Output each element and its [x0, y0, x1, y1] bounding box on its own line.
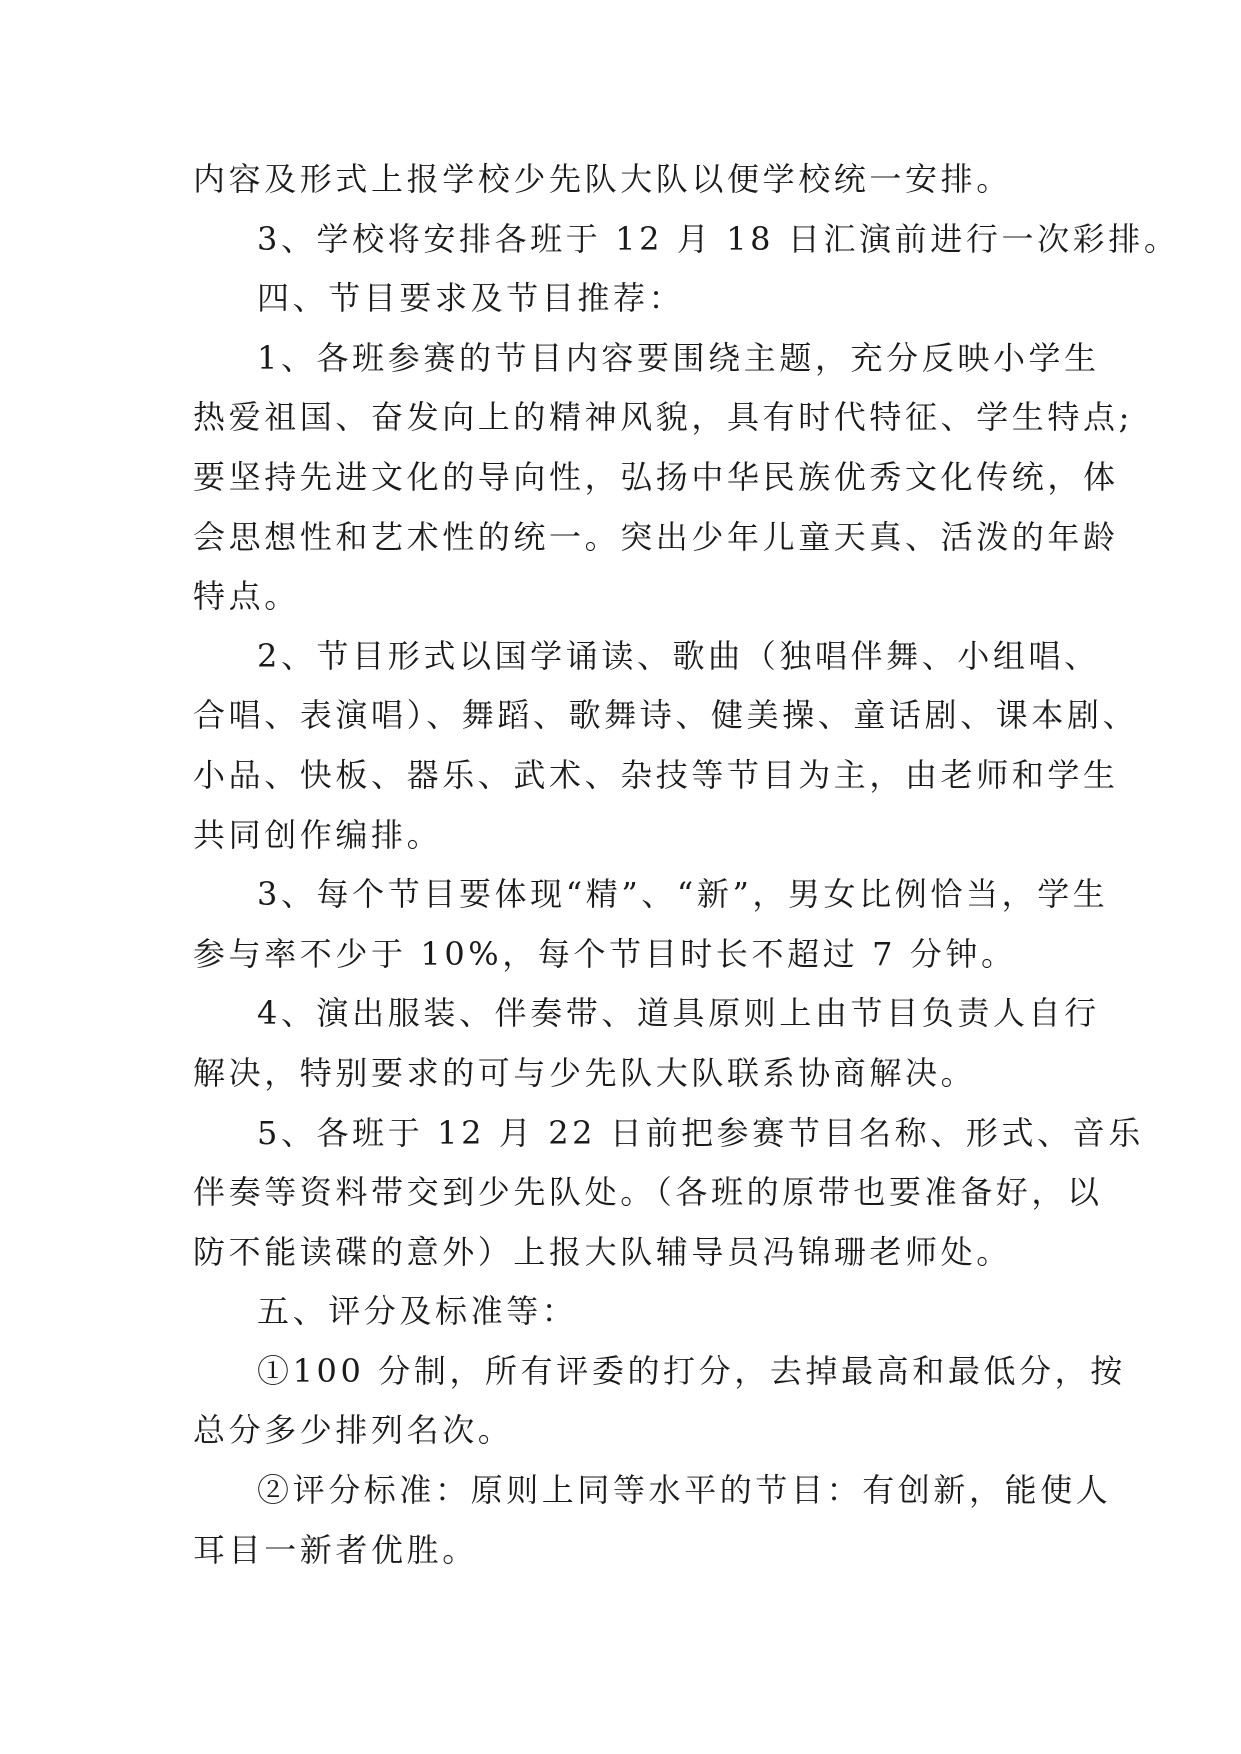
paragraph-line: 特点。: [193, 577, 300, 616]
paragraph-line: 小品、快板、器乐、武术、杂技等节目为主，由老师和学生: [193, 755, 1119, 794]
paragraph-line: 5、各班于 12 月 22 日前把参赛节目名称、形式、音乐: [257, 1113, 1144, 1152]
paragraph-line: 内容及形式上报学校少先队大队以便学校统一安排。: [193, 160, 1012, 198]
paragraph-line: 解决，特别要求的可与少先队大队联系协商解决。: [193, 1053, 977, 1092]
section-heading: 四、节目要求及节目推荐：: [257, 279, 685, 318]
paragraph-line: 会思想性和艺术性的统一。突出少年儿童天真、活泼的年龄: [193, 517, 1119, 556]
paragraph-line: ①100 分制，所有评委的打分，去掉最高和最低分，按: [257, 1351, 1126, 1390]
paragraph-line: 防不能读碟的意外）上报大队辅导员冯锦珊老师处。: [193, 1232, 1012, 1271]
paragraph-line: 3、每个节目要体现“精”、“新”，男女比例恰当，学生: [257, 875, 1109, 914]
paragraph-line: 4、演出服装、伴奏带、道具原则上由节目负责人自行: [257, 994, 1100, 1033]
section-heading: 五、评分及标准等：: [257, 1292, 578, 1331]
paragraph-line: 共同创作编排。: [193, 815, 443, 854]
paragraph-line: 2、节目形式以国学诵读、歌曲（独唱伴舞、小组唱、: [257, 636, 1100, 675]
paragraph-line: 参与率不少于 10%，每个节目时长不超过 7 分钟。: [193, 934, 1017, 973]
paragraph-line: 热爱祖国、奋发向上的精神风貌，具有时代特征、学生特点;: [193, 398, 1133, 437]
paragraph-line: 总分多少排列名次。: [193, 1411, 514, 1450]
paragraph-line: 耳目一新者优胜。: [193, 1530, 478, 1569]
paragraph-line: 3、学校将安排各班于 12 月 18 日汇演前进行一次彩排。: [257, 219, 1180, 258]
paragraph-line: 要坚持先进文化的导向性，弘扬中华民族优秀文化传统，体: [193, 457, 1119, 496]
document-body: [193, 150, 1180, 1580]
paragraph-line: ②评分标准：原则上同等水平的节目：有创新，能使人: [257, 1471, 1112, 1510]
paragraph-line: 伴奏等资料带交到少先队处。（各班的原带也要准备好，以: [193, 1173, 1103, 1212]
paragraph-line: 合唱、表演唱）、舞蹈、歌舞诗、健美操、童话剧、课本剧、: [193, 696, 1139, 735]
paragraph-line: 1、各班参赛的节目内容要围绕主题，充分反映小学生: [257, 338, 1100, 377]
